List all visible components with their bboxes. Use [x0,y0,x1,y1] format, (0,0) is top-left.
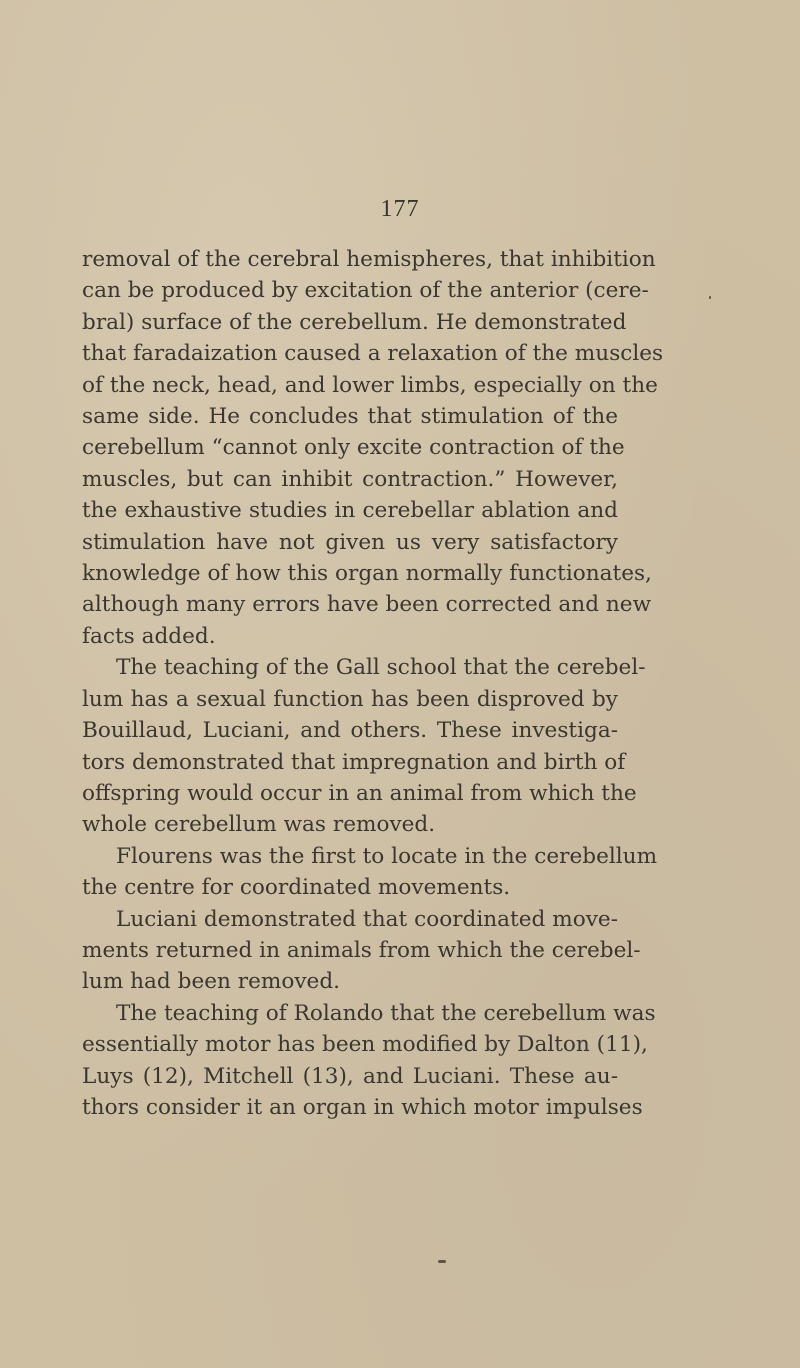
text-line: tors demonstrated that impregnation and birth of [82,749,626,775]
text-line: muscles, but can inhibit contraction.” However, [82,466,618,492]
text-line: whole cerebellum was removed. [82,812,436,838]
text-line: lum had been removed. [82,969,341,995]
text-line: offspring would occur in an animal from which the [82,780,637,806]
text-line: of the neck, head, and lower limbs, especially on the [82,372,658,398]
text-line: Bouillaud, Luciani, and others. These investiga- [82,718,618,744]
text-line: the exhaustive studies in cerebellar ablation and [82,498,618,524]
text-line: facts added. [82,623,216,649]
text-line: although many errors have been corrected and new [82,592,652,618]
text-line: Luciani demonstrated that coordinated move- [116,906,618,932]
body-text [82,244,664,1123]
text-line: thors consider it an organ in which motor impulses [82,1094,643,1120]
page-number: 177 [380,196,420,222]
text-line: stimulation have not given us very satisfactory [82,529,618,555]
text-line: same side. He concludes that stimulation of the [82,404,618,430]
text-line: cerebellum “cannot only excite contraction of the [82,435,625,461]
paper-speck [438,1260,446,1263]
text-line: that faradaization caused a relaxation of the muscles [82,341,664,367]
text-line: lum has a sexual function has been disproved by [82,686,618,712]
text-line: Flourens was the first to locate in the cerebellum [116,843,658,869]
text-line: Luys (12), Mitchell (13), and Luciani. These au- [82,1063,618,1089]
paper-speck [709,296,711,299]
text-line: The teaching of the Gall school that the cerebel- [116,655,646,681]
text-line: knowledge of how this organ normally functionates, [82,561,652,587]
text-line: can be produced by excitation of the anterior (cere- [82,278,649,304]
text-line: essentially motor has been modified by Dalton (11), [82,1032,648,1058]
text-line: removal of the cerebral hemispheres, that inhibition [82,247,656,272]
text-line: The teaching of Rolando that the cerebellum was [116,1000,656,1026]
text-line: ments returned in animals from which the cerebel- [82,937,641,963]
text-line: bral) surface of the cerebellum. He demonstrated [82,309,627,335]
text-line: the centre for coordinated movements. [82,875,511,901]
